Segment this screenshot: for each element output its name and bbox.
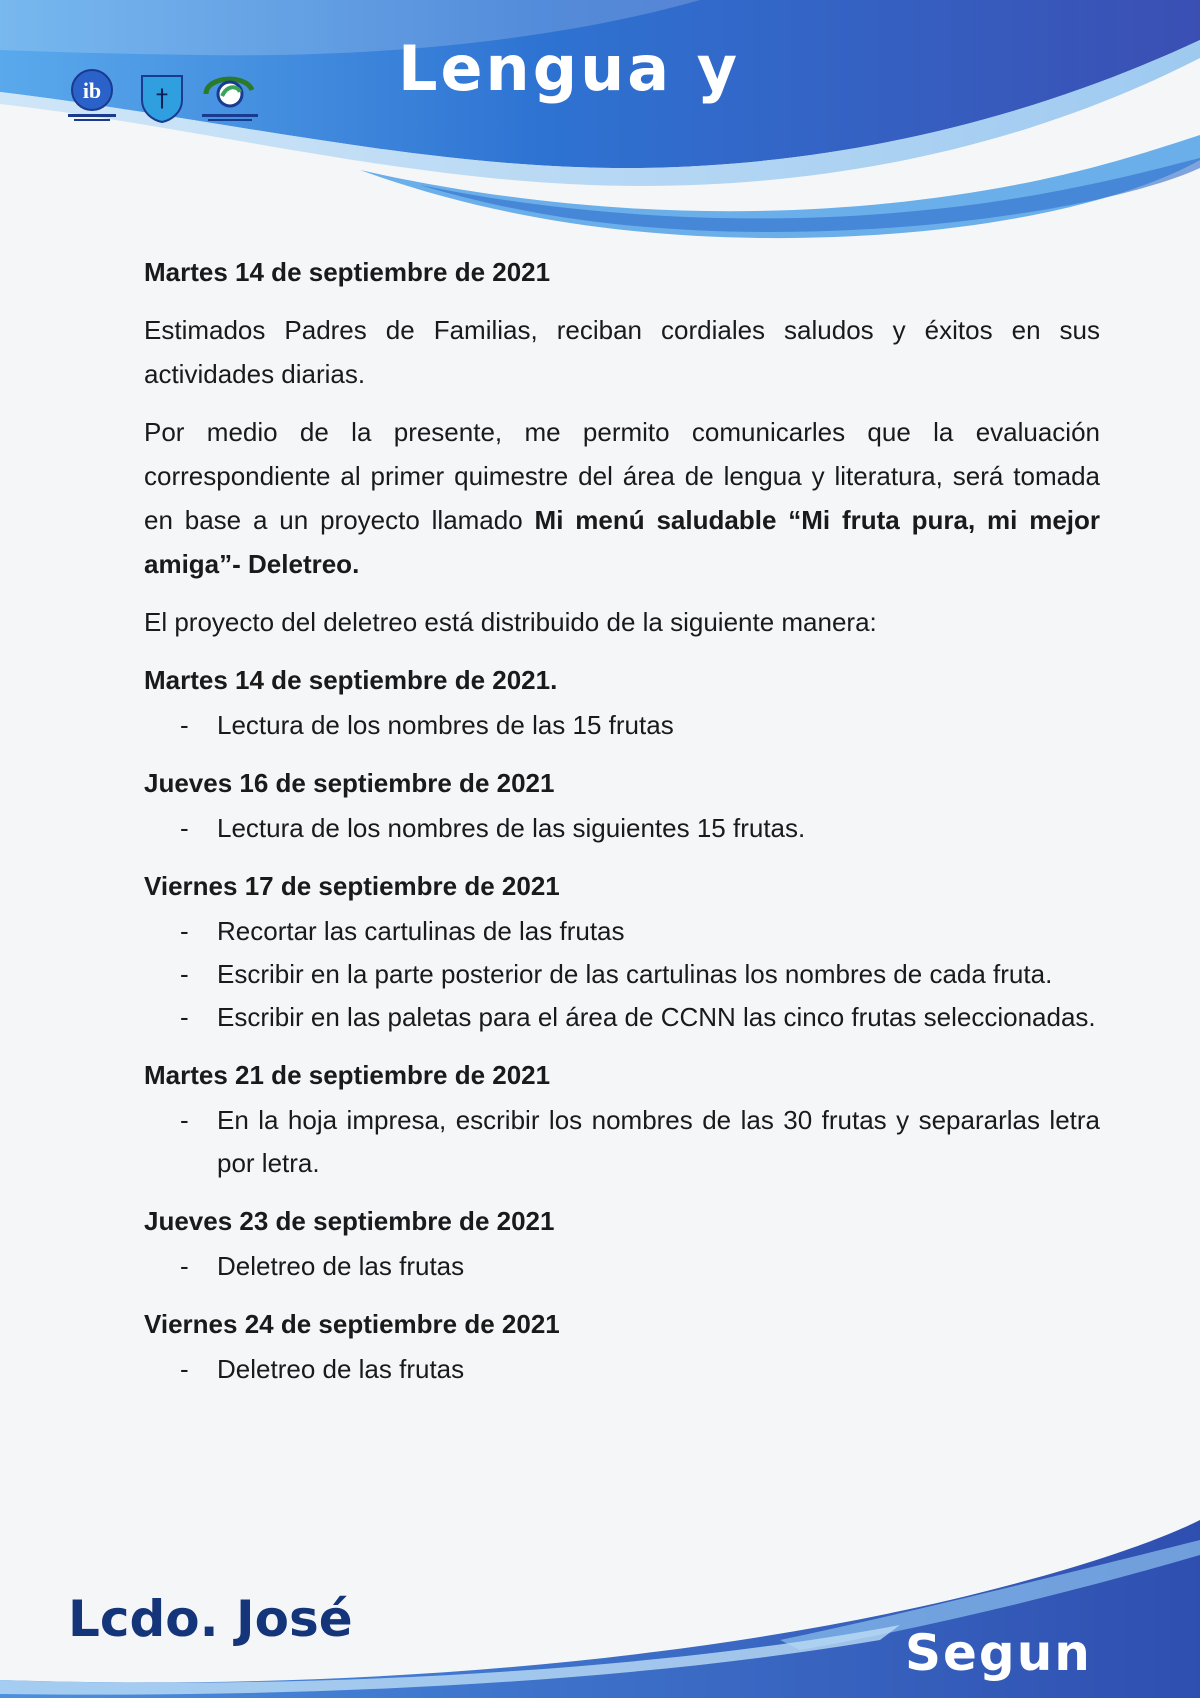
task-item <box>144 807 1100 850</box>
task-text: Escribir en las paletas para el área de CCNN las cinco frutas seleccionadas. <box>217 1002 1096 1032</box>
task-list <box>144 704 1100 747</box>
task-list <box>144 807 1100 850</box>
greeting-paragraph: Estimados Padres de Familias, reciban cordiales saludos y éxitos en sus actividades diarias. <box>144 315 1100 389</box>
task-item <box>144 1245 1100 1288</box>
task-list <box>144 1245 1100 1288</box>
task-item <box>144 704 1100 747</box>
task-item <box>144 1348 1100 1391</box>
school-logos <box>62 68 262 130</box>
schedule-day: Martes 14 de septiembre de 2021. <box>144 665 558 695</box>
project-name: Mi menú saludable “Mi fruta pura, mi mejor amiga”- Deletreo. <box>144 505 1101 579</box>
task-text: Lectura de los nombres de las 15 frutas <box>217 710 674 740</box>
intro-text: Por medio de la presente, me permito comunicarles que la evaluación correspondiente al primer quimestre del área de lengua y literatura, será tomada en base a un proyecto llamado <box>144 417 1100 535</box>
dash-bullet: - <box>180 1251 189 1281</box>
task-text: Deletreo de las frutas <box>217 1354 465 1384</box>
schedule-day: Jueves 23 de septiembre de 2021 <box>144 1206 555 1236</box>
letter-body <box>144 250 1100 1391</box>
task-list <box>144 1348 1100 1391</box>
schedule-day: Viernes 24 de septiembre de 2021 <box>144 1309 560 1339</box>
distribution-paragraph: El proyecto del deletreo está distribuido de la siguiente manera: <box>144 607 877 637</box>
signature-name: Lcdo. José <box>68 1590 353 1648</box>
task-text: Deletreo de las frutas <box>217 1251 465 1281</box>
task-item <box>144 1099 1100 1185</box>
dash-bullet: - <box>180 916 189 946</box>
date-line: Martes 14 de septiembre de 2021 <box>144 257 551 287</box>
task-list <box>144 910 1100 1039</box>
task-text: Lectura de los nombres de las siguientes 15 frutas. <box>217 813 806 843</box>
intro-paragraph <box>144 410 1100 586</box>
footer-word: Segun <box>905 1624 1092 1682</box>
dash-bullet: - <box>180 1105 189 1135</box>
green-swirl-logo <box>194 68 264 126</box>
task-item <box>144 996 1100 1039</box>
task-text: En la hoja impresa, escribir los nombres de las 30 frutas y separarlas letra por letra. <box>217 1105 1100 1178</box>
dash-bullet: - <box>180 710 189 740</box>
dash-bullet: - <box>180 813 189 843</box>
task-list <box>144 1099 1100 1185</box>
dash-bullet: - <box>180 959 189 989</box>
task-item <box>144 910 1100 953</box>
ib-logo <box>62 68 122 126</box>
dash-bullet: - <box>180 1002 189 1032</box>
dash-bullet: - <box>180 1354 189 1384</box>
task-text: Escribir en la parte posterior de las cartulinas los nombres de cada fruta. <box>217 959 1053 989</box>
crest-cross: † <box>156 84 168 112</box>
schedule <box>144 658 1100 1391</box>
task-item <box>144 953 1100 996</box>
schedule-day: Viernes 17 de septiembre de 2021 <box>144 871 560 901</box>
task-text: Recortar las cartulinas de las frutas <box>217 916 625 946</box>
header-title: Lengua y <box>398 32 741 105</box>
ib-logo-text: ib <box>82 78 102 103</box>
schedule-day: Jueves 16 de septiembre de 2021 <box>144 768 555 798</box>
school-crest-logo <box>138 72 186 124</box>
schedule-day: Martes 21 de septiembre de 2021 <box>144 1060 551 1090</box>
